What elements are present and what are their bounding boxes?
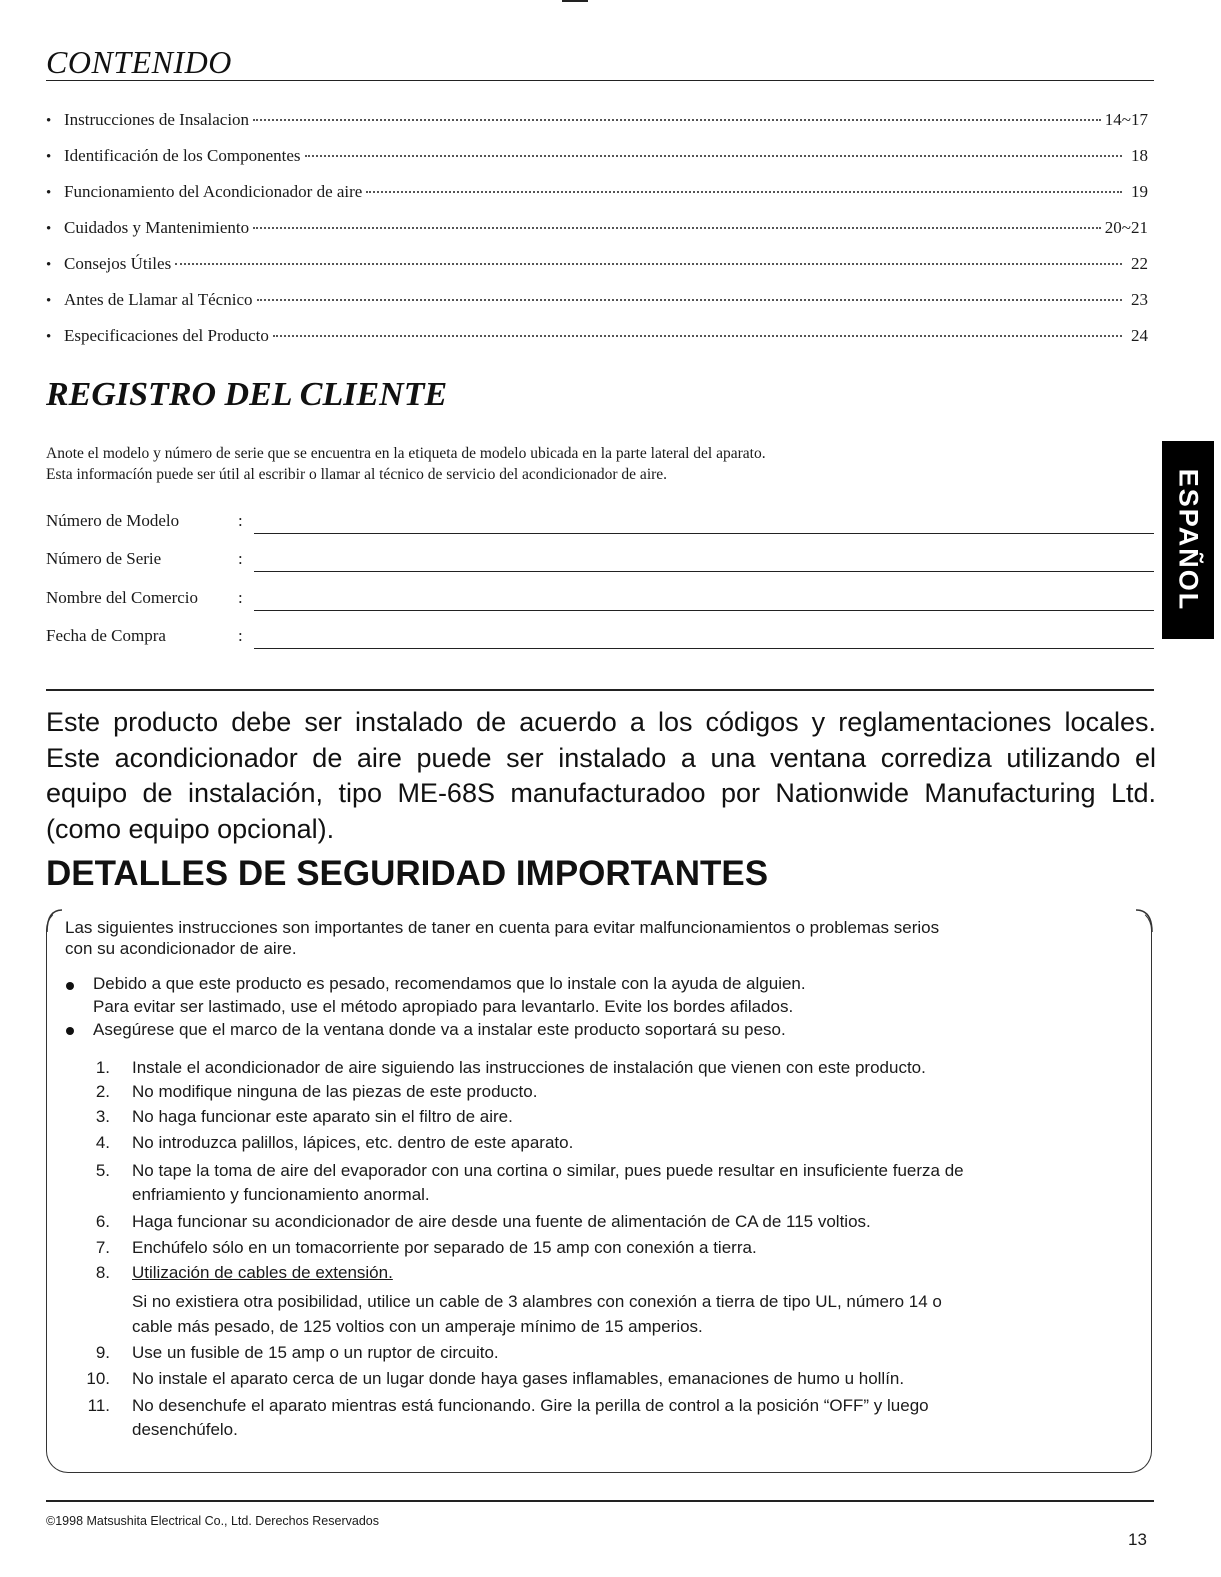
toc-label: Antes de Llamar al Técnico bbox=[64, 290, 253, 309]
registro-instruction: Esta informacíón puede ser útil al escribir o llamar al técnico de servicio del acondicionador de aire. bbox=[46, 466, 668, 483]
registro-instruction: Anote el modelo y número de serie que se encuentra en la etiqueta de modelo ubicada en la parte lateral del aparato. bbox=[46, 445, 766, 462]
field-colon: : bbox=[238, 626, 243, 645]
toc-page: 19 bbox=[1131, 182, 1148, 201]
toc-page: 14~17 bbox=[1104, 110, 1148, 129]
toc-item[interactable] bbox=[46, 182, 1148, 218]
safety-item: No instale el aparato cerca de un lugar donde haya gases inflamables, emanaciones de humo u hollín. bbox=[132, 1369, 905, 1388]
toc-leader bbox=[366, 191, 1122, 193]
bullet-icon: • bbox=[46, 185, 52, 201]
toc-leader bbox=[253, 119, 1101, 121]
safety-item: Si no existiera otra posibilidad, utilice un cable de 3 alambres con conexión a tierra de tipo UL, número 14 o bbox=[132, 1292, 942, 1311]
toc-item[interactable] bbox=[46, 218, 1148, 254]
item-number: 4. bbox=[95, 1133, 110, 1152]
safety-bullet: Para evitar ser lastimado, use el método apropiado para levantarlo. Evite los bordes afilados. bbox=[93, 997, 794, 1016]
toc-label: Identificación de los Componentes bbox=[64, 146, 301, 165]
language-tab-label: ESPAÑOL bbox=[1173, 468, 1204, 612]
safety-item: No haga funcionar este aparato sin el filtro de aire. bbox=[132, 1107, 513, 1126]
toc-page: 24 bbox=[1131, 326, 1148, 345]
dealer-name-field[interactable] bbox=[46, 584, 1154, 614]
item-number: 10. bbox=[86, 1369, 110, 1388]
toc-leader bbox=[273, 335, 1122, 337]
model-number-field[interactable] bbox=[46, 507, 1154, 537]
item-number: 11. bbox=[87, 1396, 110, 1415]
purchase-date-field[interactable] bbox=[46, 622, 1154, 652]
field-colon: : bbox=[238, 549, 243, 568]
field-label: Nombre del Comercio bbox=[46, 588, 199, 607]
top-mark bbox=[562, 0, 588, 2]
item-number: 1. bbox=[95, 1058, 110, 1077]
safety-item: No modifique ninguna de las piezas de este producto. bbox=[132, 1082, 538, 1101]
toc-leader bbox=[257, 299, 1123, 301]
item-number: 5. bbox=[95, 1161, 110, 1180]
notice-line: (como equipo opcional). bbox=[46, 813, 335, 844]
field-blank-line[interactable] bbox=[254, 571, 1154, 572]
field-label: Fecha de Compra bbox=[46, 626, 166, 645]
contenido-title: CONTENIDO bbox=[46, 44, 232, 80]
toc-label: Instrucciones de Insalacion bbox=[64, 110, 250, 129]
bullet-icon: • bbox=[46, 113, 52, 129]
toc-leader bbox=[305, 155, 1122, 157]
item-number: 8. bbox=[95, 1263, 110, 1282]
field-label: Número de Serie bbox=[46, 549, 162, 568]
page-number: 13 bbox=[1128, 1530, 1147, 1549]
notice-line: Este acondicionador de aire puede ser instalado a una ventana corrediza utilizando el bbox=[46, 742, 1156, 773]
safety-item: Enchúfelo sólo en un tomacorriente por separado de 15 amp con conexión a tierra. bbox=[132, 1238, 757, 1257]
footer-rule bbox=[46, 1500, 1154, 1502]
toc-label: Consejos Útiles bbox=[64, 254, 172, 273]
item-number: 6. bbox=[95, 1212, 110, 1231]
toc-item[interactable] bbox=[46, 326, 1148, 362]
toc-leader bbox=[175, 263, 1122, 265]
bullet-icon bbox=[66, 982, 74, 990]
serial-number-field[interactable] bbox=[46, 545, 1154, 575]
toc-page: 18 bbox=[1131, 146, 1148, 165]
safety-item: No introduzca palillos, lápices, etc. dentro de este aparato. bbox=[132, 1133, 574, 1152]
safety-item: No desenchufe el aparato mientras está funcionando. Gire la perilla de control a la posición “OFF” y luego bbox=[132, 1396, 929, 1415]
bullet-icon bbox=[66, 1027, 74, 1035]
field-blank-line[interactable] bbox=[254, 610, 1154, 611]
safety-bullet: Debido a que este producto es pesado, recomendamos que lo instale con la ayuda de alguien. bbox=[93, 974, 806, 993]
field-colon: : bbox=[238, 588, 243, 607]
safety-bullet: Asegúrese que el marco de la ventana donde va a instalar este producto soportará su peso. bbox=[93, 1020, 786, 1039]
toc-item[interactable] bbox=[46, 254, 1148, 290]
item-number: 7. bbox=[95, 1238, 110, 1257]
registro-title: REGISTRO DEL CLIENTE bbox=[46, 376, 448, 413]
notice-line: Este producto debe ser instalado de acuerdo a los códigos y reglamentaciones locales. bbox=[46, 707, 1156, 737]
toc-item[interactable] bbox=[46, 290, 1148, 326]
language-tab bbox=[1162, 441, 1214, 639]
item-number: 2. bbox=[95, 1082, 110, 1101]
safety-item: enfriamiento y funcionamiento anormal. bbox=[132, 1185, 430, 1204]
bullet-icon: • bbox=[46, 149, 52, 165]
copyright: ©1998 Matsushita Electrical Co., Ltd. Derechos Reservados bbox=[46, 1514, 379, 1528]
contenido-rule bbox=[46, 80, 1154, 81]
safety-item: desenchúfelo. bbox=[132, 1420, 238, 1439]
toc-page: 23 bbox=[1131, 290, 1148, 309]
toc-page: 20~21 bbox=[1104, 218, 1148, 237]
safety-intro: con su acondicionador de aire. bbox=[65, 939, 297, 958]
safety-item: cable más pesado, de 125 voltios con un amperaje mínimo de 15 amperios. bbox=[132, 1317, 703, 1336]
safety-title: DETALLES DE SEGURIDAD IMPORTANTES bbox=[46, 854, 769, 893]
safety-item-heading: Utilización de cables de extensión. bbox=[132, 1263, 393, 1282]
toc-page: 22 bbox=[1131, 254, 1148, 273]
section-divider bbox=[46, 689, 1154, 691]
field-blank-line[interactable] bbox=[254, 648, 1154, 649]
field-blank-line[interactable] bbox=[254, 533, 1154, 534]
bullet-icon: • bbox=[46, 257, 52, 273]
safety-item: Instale el acondicionador de aire siguiendo las instrucciones de instalación que vienen con este producto. bbox=[132, 1058, 926, 1077]
toc-label: Cuidados y Mantenimiento bbox=[64, 218, 250, 237]
safety-item: Haga funcionar su acondicionador de aire desde una fuente de alimentación de CA de 115 voltios. bbox=[132, 1212, 871, 1231]
bullet-icon: • bbox=[46, 221, 52, 237]
safety-item: No tape la toma de aire del evaporador con una cortina o similar, pues puede resultar en insuficiente fuerza de bbox=[132, 1161, 964, 1180]
bullet-icon: • bbox=[46, 329, 52, 345]
toc-leader bbox=[253, 227, 1101, 229]
toc-label: Especificaciones del Producto bbox=[64, 326, 269, 345]
installation-notice bbox=[46, 705, 1156, 847]
notice-line: equipo de instalación, tipo ME-68S manufacturadoo por Nationwide Manufacturing Ltd. bbox=[46, 778, 1156, 808]
field-colon: : bbox=[238, 511, 243, 530]
safety-intro: Las siguientes instrucciones son importantes de taner en cuenta para evitar malfuncionamientos o problemas serios bbox=[65, 918, 940, 937]
table-of-contents bbox=[46, 110, 1148, 362]
field-label: Número de Modelo bbox=[46, 511, 180, 530]
safety-item: Use un fusible de 15 amp o un ruptor de circuito. bbox=[132, 1343, 499, 1362]
bullet-icon: • bbox=[46, 293, 52, 309]
item-number: 9. bbox=[95, 1343, 110, 1362]
item-number: 3. bbox=[95, 1107, 110, 1126]
toc-label: Funcionamiento del Acondicionador de aire bbox=[64, 182, 363, 201]
toc-item[interactable] bbox=[46, 146, 1148, 182]
toc-item[interactable] bbox=[46, 110, 1148, 146]
